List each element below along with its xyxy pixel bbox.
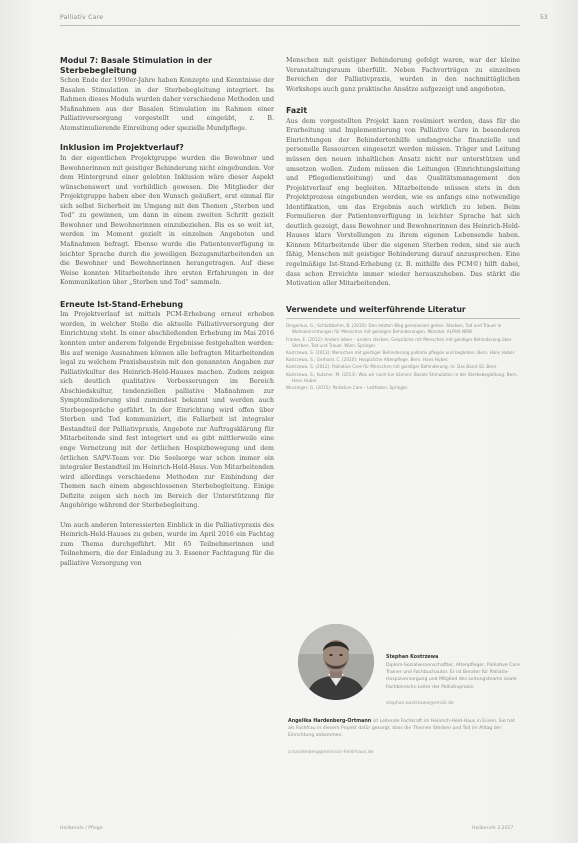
references-rule <box>286 318 520 319</box>
reference-item: Wurzinger, G. (2015): Palliative Care – Leitfaden. Springer. <box>286 385 409 391</box>
section-title-ist-stand: Erneute Ist-Stand-Erhebung <box>60 299 184 309</box>
author-email: a.hardenberg@heinrich-held-haus.de <box>288 749 374 755</box>
author-name: Angelika Hardenberg-Ortmann <box>288 719 372 724</box>
running-header-left: Palliativ Care <box>60 14 104 21</box>
section-text-fachtag: Um auch anderen Interessierten Einblick in die Palliativpraxis des Heinrich-Held-Hauses zu geben, wurde im April 2016 ein Fachtag zum Thema durchgeführt. Mit 65 Teilnehmerinnen und Teilnehmern, die der Einladung zu 3. Essener Fachtagung für die palliative Versorgung von <box>60 521 274 567</box>
reference-item: Franke, E. (2012): Anders leben – anders sterben. Gespräche mit Menschen mit geistiger Behinderung über Sterben, Tod und Trauer. Wien. Springer. <box>286 336 512 348</box>
author-email: stephan.kostrzewa@email.de <box>386 700 454 706</box>
author-bio-hardenberg <box>288 718 522 756</box>
page-number: 53 <box>540 14 548 21</box>
reference-item: Kostrzewa, S.; Kutzner, M. (2013): Was wir noch tun können: Basale Stimulation in der Sterbebegleitung. Bern. Hans Huber. <box>286 371 518 383</box>
section-text-inklusion: In der eigentlichen Projektgruppe wurden die Bewohner und Bewohnerinnen mit geistiger Behinderung nicht eingebunden. Vor dem Hintergrund einer gelebten Inklusion wäre dieser Aspekt wünschenswert und vorbildlich gewesen. Die Mitglieder der Projektgruppe haben aber den Wunsch geäußert, erst einmal für sich selbst Sicherheit im Umgang mit den Themen „Sterben und Tod“ zu gewinnen, um dann in einem zweiten Schritt gezielt Bewohner und Bewohnerinnen einzubeziehen. Bis es so weit ist, werden im Moment gezielt in einzelnen Angeboten und Maßnahmen befragt. Ebenso wurde die Patientenverfügung in leichter Sprache durch die jeweiligen Bezugsmitarbeitenden an die Bewohner und Bewohnerinnen herangetragen. Auf diese Weise konnten Mitarbeitende ihre ersten Erfahrungen in der Kommunikation über „Sterben und Tod“ sammeln. <box>60 155 274 287</box>
reference-item: Kostrzewa, S. (2013): Menschen mit geistiger Behinderung palliativ pflegen und begleiten. Bern. Hans Huber. <box>286 350 516 356</box>
continued-text: Menschen mit geistiger Behinderung gefolgt waren, war der kleine Veranstaltungsraum überfüllt. Neben Fachvorträgen zu einzelnen Bereichen der Palliativpraxis, wurden in den nachmittäglichen Workshops auch ganz praktische Ansätze aufgezeigt und angeboten. <box>286 57 520 93</box>
footer-right: Heilberufe 3.2017 <box>472 826 514 831</box>
section-text-fazit: Aus dem vorgestellten Projekt kann resümiert werden, dass für die Erarbeitung und Implementierung von Palliative Care in besonderen Einrichtungen der Behindertenhilfe umfangreiche finanzielle und personelle Ressourcen eingesetzt werden müssen. Träger und Leitung müssen den neuen inhaltlichen Ansatz nicht nur unterstützen und umsetzen wollen. Zudem müssen die Leitungen (Einrichtungsleitung und Pflegedienstleitung) und das Qualitätsmanagement den Projektverlauf eng begleiten. Mitarbeitende müssen stets in den Projektprozess eingebunden werden, wie es anfangs eine notwendige Identifikation, um das Ergebnis auch wirklich zu leben. Beim Formulieren der Patientenverfügung in leichter Sprache hat sich deutlich gezeigt, dass Bewohner und Bewohnerinnen des Heinrich-Held-Hauses klare Vorstellungen zu ihrem eigenen Lebensende haben. Können Mitarbeitende über die eigenen Sterben reden, sind sie auch fähig, Menschen mit geistiger Behinderung darauf anzusprechen. Eine regelmäßige Ist-Stand-Erhebung (z. B. mithilfe des PCM©) hilft dabei, dass schon Erreichte immer wieder herauszuheben. Das stärkt die Motivation aller Mitarbeitenden. <box>286 117 520 288</box>
reference-item: Dingerkus, G.; Schlottbohm, B. (2010): Den letzten Weg gemeinsam gehen. Sterben, Tod und Trauer in Wohneinrichtungen für Menschen mit geistigen Behinderungen. Münster. ALPHA NRW. <box>286 323 502 335</box>
reference-item: Kostrzewa, S. (2012): Palliative Care für Menschen mit geistiger Behinderung. In: Das Band 43. Bern. <box>286 364 498 370</box>
section-text-ist-stand: Im Projektverlauf ist mittels PCM-Erhebung erneut erhoben worden, in welcher Stelle die aktuelle Palliativversorgung der Einrichtung steht. In einer abschließenden Erhebung im Mai 2016 konnten unter anderem folgende Ergebnisse festgehalten werden: Bis auf wenige Ausnahmen können alle befragten Mitarbeitenden legal zu welchem Praxisbaustein mit den genannten Angaben zur Palliativkultur des Heinrich-Held-Hauses machen. Zudem zeigen sich deutlich qualitative Verbesserungen im Bereich Abschiedskultur, tendenziellen palliative Maßnahmen zur Symptomlinderung sind zumindest bekannt und werden auch Sterbegespräche geführt. In der Einrichtung wird offen über Sterben und Tod kommuniziert, die Fallarbeit ist integraler Bestandteil der Palliativpraxis, Angebote zur Auftragsklärung für Mitarbeitende sind fest integriert und es gibt mittlerweile eine enge Vernetzung mit der örtlichen Hospizbewegung und dem örtlichen SAPV-Team vor. Die Seelsorge war schon immer ein integraler Bestandteil im Heinrich-Held-Haus. Von Mitarbeitenden wird allerdings verschiedene Methoden zur Einbindung der Themen nach einem abgeschlossenen Sterbebegleitung. Einige Defizite zeigen sich noch im Bereich der Unterstützung für Angehörige während der Sterbebegleitung. <box>60 311 274 510</box>
author-description: ist Leitende Fachkraft im Heinrich-Held-Haus in Essen. Sie hat als Fachfrau in diesem Projekt dafür gesorgt, dass die Themen Sterben und Tod im Alltag der Einrichtung ankommen. <box>288 719 515 739</box>
references-title: Verwendete und weiterführende Literatur <box>286 304 466 314</box>
author-portrait <box>298 624 374 700</box>
author-name: Stephan Kostrzewa <box>386 655 439 660</box>
references-list <box>286 323 520 391</box>
header-rule <box>60 25 520 26</box>
section-title-basale-stimulation: Modul 7: Basale Stimulation in der Sterbebegleitung <box>60 56 212 75</box>
author-description: Diplom-Sozialwissenschaftler, Altenpfleger, Palliative Care Trainer und Fachbuchautor. Er ist Berater für Palliativ-Hospizversorgung und Mitglied des Leitungsteams sowie Fachbereichs-Leiter der Palliativpraxis. <box>386 663 520 690</box>
footer-left: Heilberufe / Pflege <box>60 826 103 831</box>
author-bio-kostrzewa <box>386 643 522 707</box>
section-title-inklusion: Inklusion im Projektverlauf? <box>60 143 184 153</box>
section-title-fazit: Fazit <box>286 106 308 116</box>
left-column <box>60 56 274 813</box>
section-text-basale-stimulation: Schon Ende der 1990er-Jahre haben Konzepte und Kenntnisse der Basalen Stimulation in der Sterbebegleitung integriert. Im Rahmen dieses Moduls wurden daher verschiedene Methoden und Maßnahmen aus der Basalen Stimulation im Rahmen einer Palliativversorgung vorgestellt und eingeübt, z. B. Atemstimulierende Einreibung oder spezielle Mundpflege. <box>60 77 274 132</box>
reference-item: Kostrzewa, S.; Gerhard, C. (2010): Hospizliche Altenpflege. Bern. Hans Huber. <box>286 357 449 363</box>
portrait-image <box>298 624 374 700</box>
